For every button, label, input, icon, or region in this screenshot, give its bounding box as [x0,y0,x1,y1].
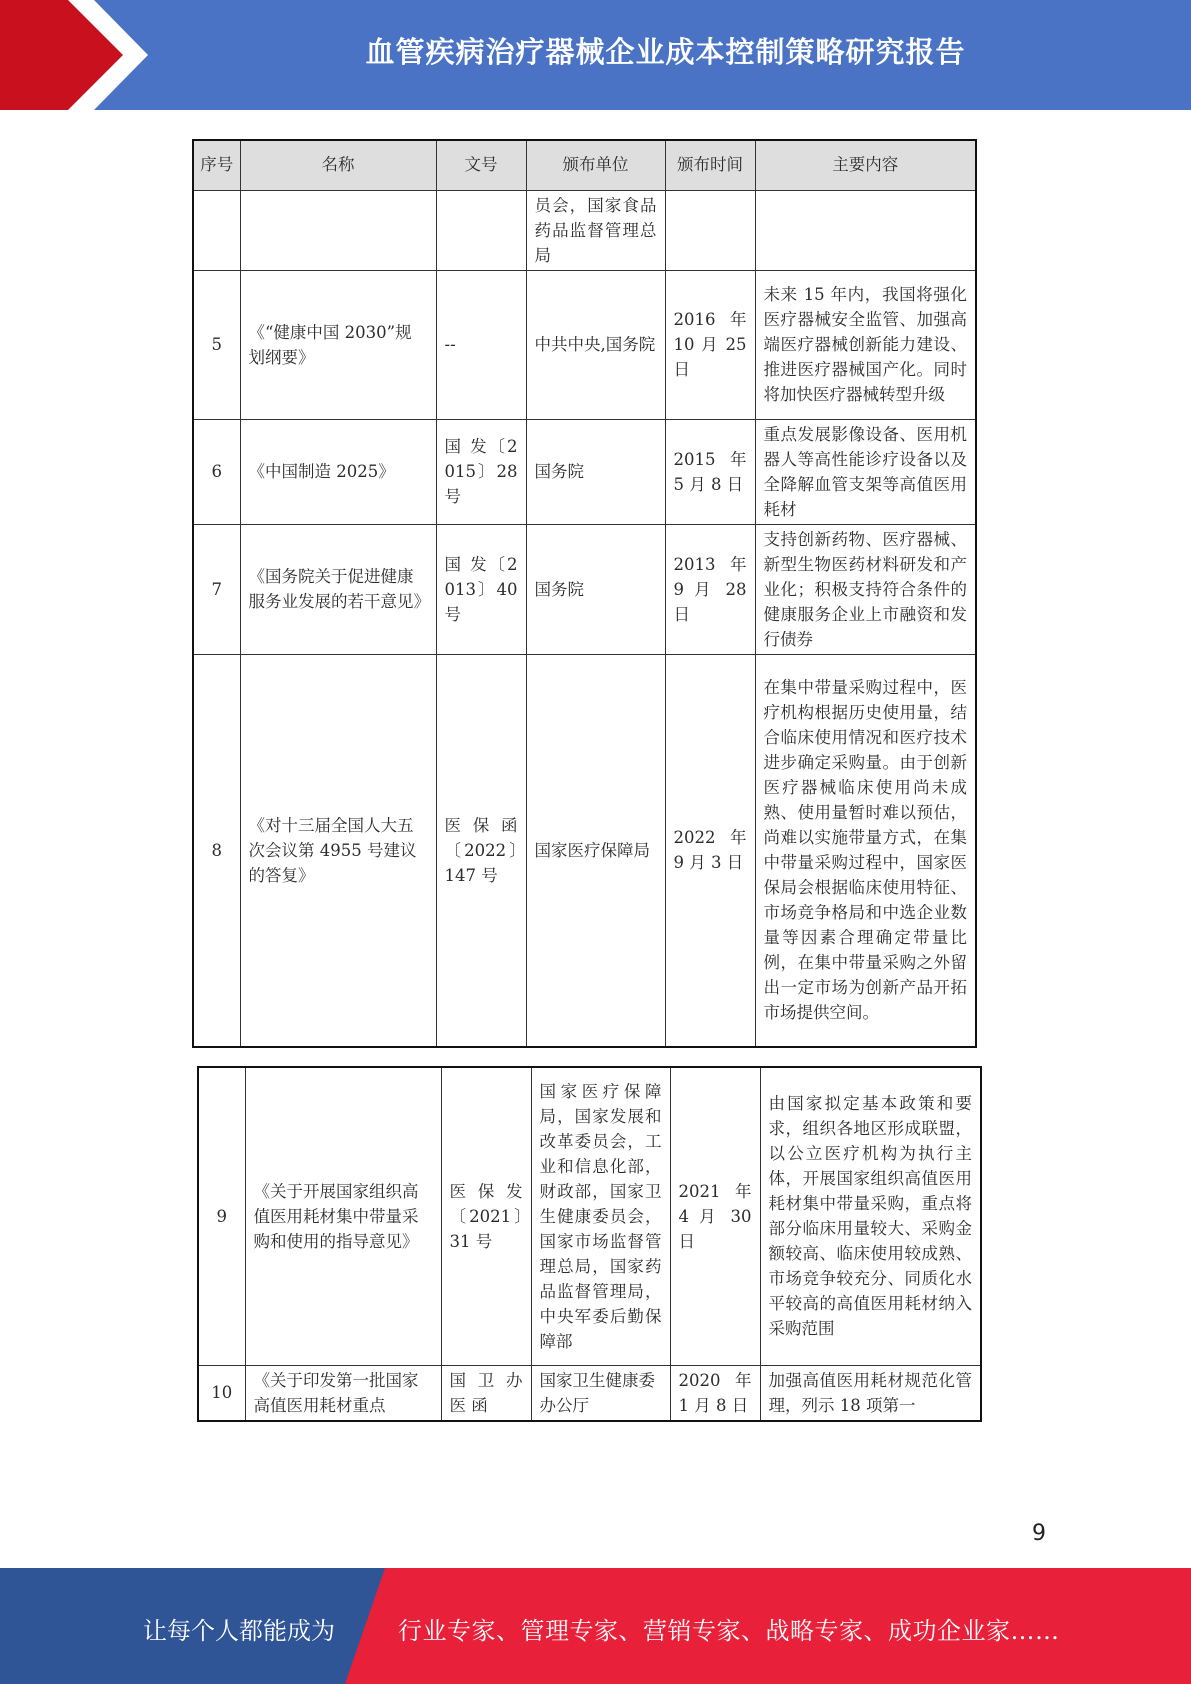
header-cell-doc: 文号 [436,140,526,190]
cell-no: 9 [198,1067,245,1365]
cell-no: 8 [193,654,240,1047]
cell-doc: 国 卫 办医 函 [441,1365,531,1421]
policy-table-part1 [192,139,977,1048]
cell-name: 《关于印发第一批国家高值医用耗材重点 [245,1365,441,1421]
header-cell-no: 序号 [193,140,240,190]
cell-name: 《关于开展国家组织高值医用耗材集中带量采购和使用的指导意见》 [245,1067,441,1365]
cell-no: 6 [193,419,240,524]
table-row [198,1067,981,1365]
header-arrow-decoration [0,0,160,110]
cell-unit: 国家卫生健康委办公厅 [531,1365,670,1421]
cell-doc: 医 保 函〔2022〕147 号 [436,654,526,1047]
cell-no: 7 [193,524,240,654]
report-title: 血管疾病治疗器械企业成本控制策略研究报告 [365,35,966,69]
cell-name: 《“健康中国 2030”规划纲要》 [240,270,436,419]
cell-content: 加强高值医用耗材规范化管理，列示 18 项第一 [760,1365,981,1421]
cell-name: 《对十三届全国人大五次会议第 4955 号建议的答复》 [240,654,436,1047]
cell-content: 由国家拟定基本政策和要求，组织各地区形成联盟，以公立医疗机构为执行主体，开展国家组织高值医用耗材集中带量采购，重点将部分临床用量较大、采购金额较高、临床使用较成熟、市场竞争较充分、同质化水平较高的高值医用耗材纳入采购范围 [760,1067,981,1365]
table-row [193,419,976,524]
cell-content: 重点发展影像设备、医用机器人等高性能诊疗设备以及全降解血管支架等高值医用耗材 [755,419,976,524]
cell-doc: 国 发〔2015〕28 号 [436,419,526,524]
cell-no: 5 [193,270,240,419]
table-row [193,654,976,1047]
page-footer [0,1568,1191,1684]
header-cell-name: 名称 [240,140,436,190]
cell-date: 2013 年 9 月 28 日 [665,524,755,654]
cell-name: 《国务院关于促进健康服务业发展的若干意见》 [240,524,436,654]
page-header [0,0,1191,110]
cell-date: 2022 年 9 月 3 日 [665,654,755,1047]
cell-doc: 医 保 发〔2021〕31 号 [441,1067,531,1365]
page-number: 9 [1032,1521,1046,1546]
table-row [193,270,976,419]
table-row [198,1365,981,1421]
cell-unit: 国务院 [526,524,665,654]
cell-date: 2015 年 5 月 8 日 [665,419,755,524]
cell-doc: 国 发〔2013〕40 号 [436,524,526,654]
cell-doc: -- [436,270,526,419]
header-cell-unit: 颁布单位 [526,140,665,190]
header-cell-date: 颁布时间 [665,140,755,190]
header-cell-content: 主要内容 [755,140,976,190]
cell-unit: 国务院 [526,419,665,524]
footer-slogan-left: 让每个人都能成为 [143,1617,335,1645]
cell-unit: 国家医疗保障局 [526,654,665,1047]
cell-content: 支持创新药物、医疗器械、新型生物医药材料研发和产业化；积极支持符合条件的健康服务企业上市融资和发行债券 [755,524,976,654]
cell-content: 未来 15 年内，我国将强化医疗器械安全监管、加强高端医疗器械创新能力建设、推进医疗器械国产化。同时将加快医疗器械转型升级 [755,270,976,419]
cell-name: 《中国制造 2025》 [240,419,436,524]
cell-content: 在集中带量采购过程中，医疗机构根据历史使用量，结合临床使用情况和医疗技术进步确定采购量。由于创新医疗器械临床使用尚未成熟、使用量暂时难以预估，尚难以实施带量方式，在集中带量采购过程中，国家医保局会根据临床使用特征、市场竞争格局和中选企业数量等因素合理确定带量比例，在集中带量采购之外留出一定市场为创新产品开拓市场提供空间。 [755,654,976,1047]
table-row [193,190,976,270]
cell-date: 2020 年 1 月 8 日 [670,1365,760,1421]
cell-date: 2021 年 4 月 30 日 [670,1067,760,1365]
footer-slogan-right: 行业专家、管理专家、营销专家、战略专家、成功企业家…… [398,1617,1060,1645]
cell-no: 10 [198,1365,245,1421]
cell-unit: 员会，国家食品药品监督管理总局 [526,190,665,270]
table-header-row [193,140,976,190]
cell-unit: 国家医疗保障局，国家发展和改革委员会，工业和信息化部，财政部，国家卫生健康委员会，国家市场监督管理总局，国家药品监督管理局，中央军委后勤保障部 [531,1067,670,1365]
table-row [193,524,976,654]
cell-unit: 中共中央,国务院 [526,270,665,419]
cell-date: 2016 年 10 月 25 日 [665,270,755,419]
policy-table-part2 [197,1066,982,1422]
